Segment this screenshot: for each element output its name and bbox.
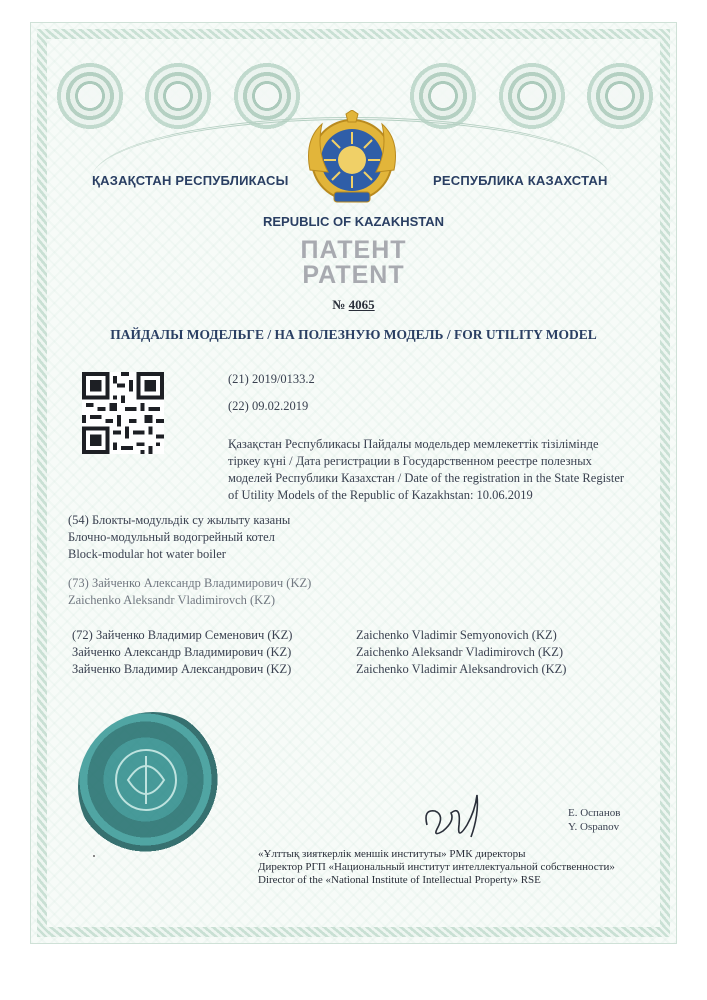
- field-22-filing-date: (22) 09.02.2019: [228, 399, 309, 413]
- state-emblem-icon: [300, 110, 404, 210]
- signer-name-english: Y. Ospanov: [568, 821, 620, 833]
- number-sign: №: [332, 297, 346, 312]
- title-kazakh: (54) Блокты-модульдік су жылыту казаны: [68, 513, 291, 527]
- stray-mark: [93, 855, 95, 857]
- title-english-invention: Block-modular hot water boiler: [68, 547, 226, 561]
- director-title-russian: Директор РГП «Национальный институт интеллектуальной собственности»: [258, 861, 615, 873]
- field-72-authors-russian: [72, 627, 342, 678]
- field-72-authors-english: [356, 627, 656, 678]
- header-russian: РЕСПУБЛИКА КАЗАХСТАН: [433, 173, 608, 188]
- title-russian: ПАТЕНТ: [300, 236, 407, 264]
- registration-date-text: Қазақстан Республикасы Пайдалы модельдер мемлекеттік тізілімінде тіркеу күні / Дата регистрации в Государственном реестре полезных моделей Республики Казахстан / Date of the registration in the State Register of Utility Models of the Republic of Kazakhstan: 10.06.2019: [228, 437, 625, 502]
- director-title-kazakh: «Ұлттық зияткерлік меншік институты» РМК директоры: [258, 848, 526, 860]
- rosette-ornament: [143, 61, 213, 131]
- author-ru-3: Зайченко Владимир Александрович (KZ): [72, 662, 292, 676]
- signer-name-russian: Е. Оспанов: [568, 807, 621, 819]
- model-type-line: ПАЙДАЛЫ МОДЕЛЬГЕ / НА ПОЛЕЗНУЮ МОДЕЛЬ / FOR UTILITY MODEL: [110, 327, 597, 342]
- field-73-owner-block: [68, 575, 388, 609]
- author-en-3: Zaichenko Vladimir Aleksandrovich (KZ): [356, 662, 567, 676]
- patent-number: [0, 297, 707, 313]
- director-title-block: [258, 848, 638, 887]
- official-seal: [78, 712, 228, 862]
- rosette-ornament: [497, 61, 567, 131]
- author-en-1: Zaichenko Vladimir Semyonovich (KZ): [356, 628, 557, 642]
- director-title-english: Director of the «National Institute of Intellectual Property» RSE: [258, 874, 541, 886]
- owner-english: Zaichenko Aleksandr Vladimirovch (KZ): [68, 593, 276, 607]
- qr-code: [82, 372, 164, 454]
- author-ru-1: (72) Зайченко Владимир Семенович (KZ): [72, 628, 293, 642]
- signer-name: [568, 806, 620, 834]
- rosette-ornament: [585, 61, 655, 131]
- author-ru-2: Зайченко Александр Владимирович (KZ): [72, 645, 292, 659]
- rosette-ornament: [55, 61, 125, 131]
- signature: [415, 785, 495, 845]
- owner-russian: (73) Зайченко Александр Владимирович (KZ): [68, 576, 312, 590]
- author-en-2: Zaichenko Aleksandr Vladimirovch (KZ): [356, 645, 564, 659]
- seal-emblem-icon: [78, 712, 228, 862]
- title-english: PATENT: [302, 261, 405, 289]
- field-54-title-block: [68, 512, 368, 563]
- title-russian-invention: Блочно-модульный водогрейный котел: [68, 530, 275, 544]
- patent-number-value: 4065: [348, 297, 375, 312]
- header-english: REPUBLIC OF KAZAKHSTAN: [262, 214, 445, 229]
- header-kazakh: ҚАЗАҚСТАН РЕСПУБЛИКАСЫ: [92, 173, 289, 188]
- field-21-application-number: (21) 2019/0133.2: [228, 372, 315, 386]
